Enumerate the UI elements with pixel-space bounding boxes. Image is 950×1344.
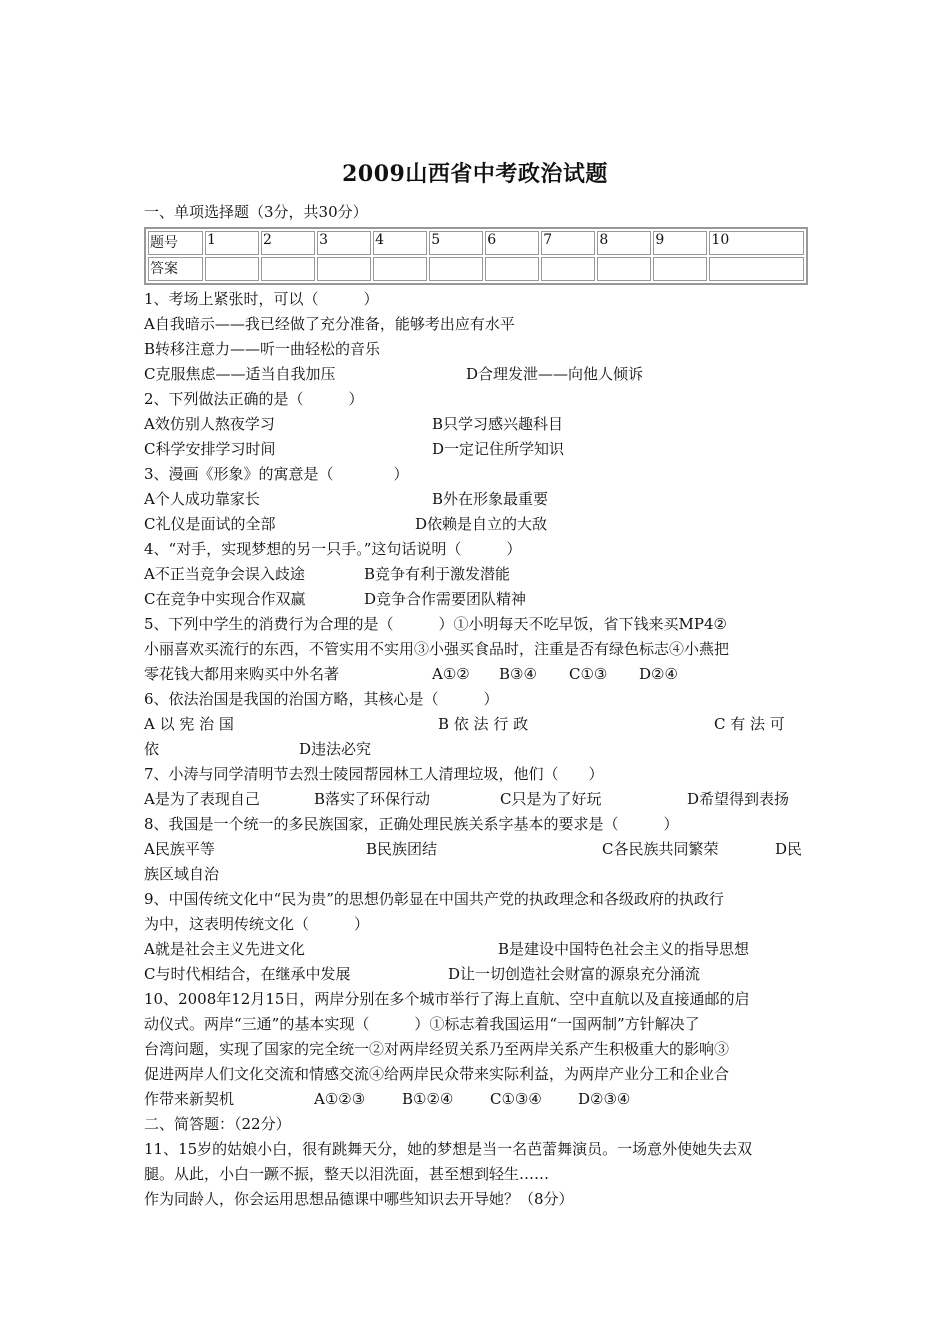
- answer-cell[interactable]: [485, 257, 539, 281]
- option-c: C①③: [569, 665, 608, 683]
- option-d: D②③④: [578, 1090, 631, 1108]
- option-c: C①③④: [490, 1090, 542, 1108]
- question-stem: 10、2008年12月15日，两岸分别在多个城市举行了海上直航、空中直航以及直接通邮的启: [144, 990, 750, 1008]
- answer-cell[interactable]: [317, 257, 371, 281]
- option-row: [144, 512, 808, 537]
- option-c: C与时代相结合，在继承中发展: [144, 965, 351, 983]
- question-stem: 作为同龄人，你会运用思想品德课中哪些知识去开导她？（8分）: [144, 1190, 574, 1208]
- option-a: A①②: [432, 665, 470, 683]
- option-d-continued: 族区域自治: [144, 865, 220, 883]
- option-row: [144, 362, 808, 387]
- option-a: A①②③: [314, 1090, 366, 1108]
- table-cell: 10: [709, 231, 804, 255]
- question-stem: 小丽喜欢买流行的东西，不管实用不实用③小强买食品时，注重是否有绿色标志④小燕把: [144, 640, 730, 658]
- option-c: C只是为了好玩: [500, 790, 602, 808]
- option-b: B民族团结: [366, 840, 438, 858]
- answer-cell[interactable]: [261, 257, 315, 281]
- table-header-cell: 答案: [148, 257, 203, 281]
- option-a: A就是社会主义先进文化: [144, 940, 305, 958]
- table-cell: 5: [429, 231, 483, 255]
- option-row: [144, 562, 808, 587]
- question-stem: 6、依法治国是我国的治国方略，其核心是（ ）: [144, 690, 499, 708]
- option-a: A自我暗示——我已经做了充分准备，能够考出应有水平: [144, 315, 515, 333]
- document-title: 2009山西省中考政治试题: [342, 161, 608, 187]
- option-row: [144, 787, 808, 812]
- option-b: B①②④: [402, 1090, 454, 1108]
- table-row: [148, 231, 804, 255]
- question-stem: 促进两岸人们文化交流和情感交流④给两岸民众带来实际利益，为两岸产业分工和企业合: [144, 1065, 730, 1083]
- option-row: [144, 737, 808, 762]
- section-heading: 一、单项选择题（3分，共30分）: [144, 203, 368, 221]
- option-row: [144, 1087, 808, 1112]
- option-row: [144, 937, 808, 962]
- option-a: A是为了表现自己: [144, 790, 260, 808]
- option-c: C克服焦虑——适当自我加压: [144, 365, 336, 383]
- option-c: C礼仪是面试的全部: [144, 515, 276, 533]
- option-d: D一定记住所学知识: [432, 440, 565, 458]
- table-cell: 9: [653, 231, 707, 255]
- question-stem: 零花钱大都用来购买中外名著: [144, 665, 340, 683]
- answer-cell[interactable]: [597, 257, 651, 281]
- option-row: [144, 487, 808, 512]
- answer-table: [144, 227, 808, 285]
- table-row: [148, 257, 804, 281]
- option-a: A效仿别人熬夜学习: [144, 415, 275, 433]
- answer-cell[interactable]: [373, 257, 427, 281]
- question-stem: 8、我国是一个统一的多民族国家，正确处理民族关系字基本的要求是（ ）: [144, 815, 679, 833]
- question-stem: 台湾问题，实现了国家的完全统一②对两岸经贸关系乃至两岸关系产生积极重大的影响③: [144, 1040, 730, 1058]
- option-c: C在竞争中实现合作双赢: [144, 590, 306, 608]
- answer-cell[interactable]: [653, 257, 707, 281]
- answer-cell[interactable]: [541, 257, 595, 281]
- option-d: D竞争合作需要团队精神: [364, 590, 527, 608]
- option-c-continued: 依: [144, 740, 160, 758]
- question-stem: 7、小涛与同学清明节去烈士陵园帮园林工人清理垃圾，他们（ ）: [144, 765, 604, 783]
- option-c: C各民族共同繁荣: [602, 840, 719, 858]
- question-stem: 1、考场上紧张时，可以（ ）: [144, 290, 379, 308]
- option-row: [144, 837, 808, 862]
- option-c: C 有 法 可: [714, 715, 785, 733]
- table-cell: 6: [485, 231, 539, 255]
- option-d: D希望得到表扬: [687, 790, 790, 808]
- option-b: B只学习感兴趣科目: [432, 415, 564, 433]
- question-stem: 3、漫画《形象》的寓意是（ ）: [144, 465, 409, 483]
- option-b: B转移注意力——听一曲轻松的音乐: [144, 340, 381, 358]
- option-d: D②④: [639, 665, 678, 683]
- question-stem: 4、“对手，实现梦想的另一只手。”这句话说明（ ）: [144, 540, 522, 558]
- table-header-cell: 题号: [148, 231, 203, 255]
- question-stem: 为中，这表明传统文化（ ）: [144, 915, 370, 933]
- option-row: [144, 662, 808, 687]
- document-body: [144, 200, 808, 1212]
- option-b: B 依 法 行 政: [438, 715, 529, 733]
- option-a: A民族平等: [144, 840, 215, 858]
- option-b: B是建设中国特色社会主义的指导思想: [498, 940, 750, 958]
- table-cell: 2: [261, 231, 315, 255]
- option-row: [144, 712, 808, 737]
- option-a: A不正当竞争会误入歧途: [144, 565, 305, 583]
- option-row: [144, 587, 808, 612]
- option-b: B外在形象最重要: [432, 490, 549, 508]
- option-c: C科学安排学习时间: [144, 440, 276, 458]
- option-d: D合理发泄——向他人倾诉: [466, 365, 644, 383]
- option-row: [144, 962, 808, 987]
- table-cell: 3: [317, 231, 371, 255]
- question-stem: 5、下列中学生的消费行为合理的是（ ）①小明每天不吃早饭，省下钱来买MP4②: [144, 615, 727, 633]
- option-a: A 以 宪 治 国: [144, 715, 234, 733]
- table-cell: 1: [205, 231, 259, 255]
- table-cell: 7: [541, 231, 595, 255]
- question-stem: 2、下列做法正确的是（ ）: [144, 390, 364, 408]
- table-cell: 8: [597, 231, 651, 255]
- answer-cell[interactable]: [205, 257, 259, 281]
- option-d: D民: [775, 840, 803, 858]
- option-d: D让一切创造社会财富的源泉充分涌流: [448, 965, 701, 983]
- question-stem: 9、中国传统文化中“民为贵”的思想仍彰显在中国共产党的执政理念和各级政府的执政行: [144, 890, 724, 908]
- answer-cell[interactable]: [429, 257, 483, 281]
- option-b: B落实了环保行动: [314, 790, 431, 808]
- question-stem: 动仪式。两岸“三通”的基本实现（ ）①标志着我国运用“一国两制”方针解决了: [144, 1015, 700, 1033]
- option-row: [144, 412, 808, 437]
- question-stem: 腿。从此，小白一蹶不振，整天以泪洗面，甚至想到轻生……: [144, 1165, 550, 1183]
- option-b: B③④: [499, 665, 537, 683]
- section-heading: 二、简答题：（22分）: [144, 1115, 291, 1133]
- option-b: B竞争有利于激发潜能: [364, 565, 511, 583]
- question-stem: 作带来新契机: [144, 1090, 235, 1108]
- option-d: D违法必究: [299, 740, 372, 758]
- question-stem: 11、15岁的姑娘小白，很有跳舞天分，她的梦想是当一名芭蕾舞演员。一场意外使她失去双: [144, 1140, 753, 1158]
- option-a: A个人成功靠家长: [144, 490, 260, 508]
- answer-cell[interactable]: [709, 257, 804, 281]
- option-row: [144, 437, 808, 462]
- table-cell: 4: [373, 231, 427, 255]
- option-d: D依赖是自立的大敌: [415, 515, 548, 533]
